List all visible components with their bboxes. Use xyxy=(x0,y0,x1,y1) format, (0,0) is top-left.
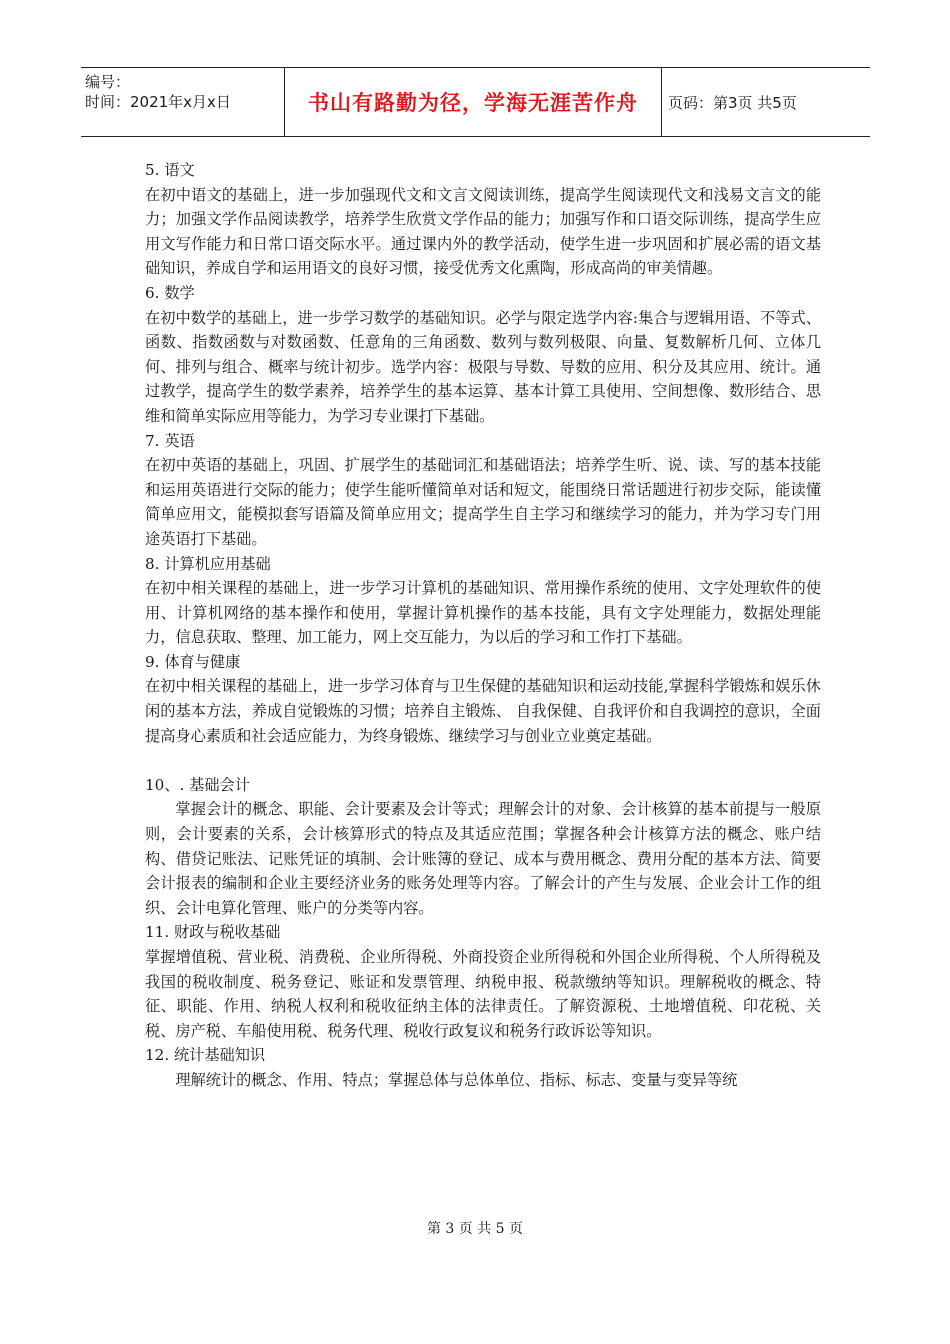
blank-line xyxy=(145,748,821,773)
section-title: 5. 语文 xyxy=(145,161,195,179)
section-title: 8. 计算机应用基础 xyxy=(145,554,271,573)
section-body: 掌握增值税、营业税、消费税、企业所得税、外商投资企业所得税和外国企业所得税、个人所得税及我国的税收制度、税务登记、账证和发票管理、纳税申报、税款缴纳等知识。理解税收的概念、特征、职能、作用、纳税人权利和税收征纳主体的法律责任。了解资源税、土地增值税、印花税、关税、房产税、车船使用税、税务代理、税收行政复议和税务行政诉讼等知识。 xyxy=(145,948,821,1040)
header-motto-cell xyxy=(284,68,662,136)
section-title: 9. 体育与健康 xyxy=(145,652,241,671)
section-title: 6. 数学 xyxy=(145,283,195,302)
date-line: 时间：2021年x月x日 xyxy=(85,93,231,111)
page-info: 页码：第3页 共5页 xyxy=(668,93,797,112)
section-body: 在初中数学的基础上，进一步学习数学的基础知识。必学与限定选学内容:集合与逻辑用语、不等式、函数、指数函数与对数函数、任意角的三角函数、数列与数列极限、向量、复数解析几何、立体几何、排列与组合、概率与统计初步。选学内容：极限与导数、导数的应用、积分及其应用、统计。通过教学，提高学生的数学素养，培养学生的基本运算、基本计算工具使用、空间想像、数形结合、思维和简单实际应用等能力，为学习专业课打下基础。 xyxy=(145,308,821,425)
section-body: 在初中英语的基础上，巩固、扩展学生的基础词汇和基础语法；培养学生听、说、读、写的基本技能和运用英语进行交际的能力；使学生能听懂简单对话和短文，能围绕日常话题进行初步交际，能读懂简单应用文，能模拟套写语篇及简单应用文；提高学生自主学习和继续学习的能力，并为学习专门用途英语打下基础。 xyxy=(145,456,821,548)
serial-label: 编号： xyxy=(85,73,131,91)
page-header xyxy=(81,67,870,137)
section-body: 在初中相关课程的基础上，进一步学习体育与卫生保健的基础知识和运动技能,掌握科学锻炼和娱乐休闲的基本方法，养成自觉锻炼的习惯；培养自主锻炼、 自我保健、自我评价和自我调控的意识，全面提高身心素质和社会适应能力，为终身锻炼、继续学习与创业立业奠定基础。 xyxy=(145,677,821,745)
section-body: 在初中语文的基础上，进一步加强现代文和文言文阅读训练，提高学生阅读现代文和浅易文言文的能力；加强文学作品阅读教学，培养学生欣赏文学作品的能力；加强写作和口语交际训练，提高学生应用文写作能力和日常口语交际水平。通过课内外的教学活动，使学生进一步巩固和扩展必需的语文基础知识，养成自学和运用语文的良好习惯，接受优秀文化熏陶，形成高尚的审美情趣。 xyxy=(145,185,821,278)
section-body: 理解统计的概念、作用、特点；掌握总体与总体单位、指标、标志、变量与变异等统 xyxy=(175,1070,738,1089)
document-body xyxy=(145,158,821,1093)
page-footer: 第 3 页 共 5 页 xyxy=(426,1221,524,1237)
section-body: 在初中相关课程的基础上，进一步学习计算机的基础知识、常用操作系统的使用、文字处理软件的使用、计算机网络的基本操作和使用，掌握计算机操作的基本技能，具有文字处理能力，数据处理能力，信息获取、整理、加工能力，网上交互能力，为以后的学习和工作打下基础。 xyxy=(145,579,821,647)
section-title: 7. 英语 xyxy=(145,431,195,450)
motto: 书山有路勤为径，学海无涯苦作舟 xyxy=(308,91,638,115)
section-body: 掌握会计的概念、职能、会计要素及会计等式；理解会计的对象、会计核算的基本前提与一般原则，会计要素的关系，会计核算形式的特点及其适应范围；掌握各种会计核算方法的概念、账户结构、借贷记账法、记账凭证的填制、会计账簿的登记、成本与费用概念、费用分配的基本方法、简要会计报表的编制和企业主要经济业务的账务处理等内容。了解会计的产生与发展、企业会计工作的组织、会计电算化管理、账户的分类等内容。 xyxy=(145,800,821,917)
section-title: 11. 财政与税收基础 xyxy=(145,923,281,942)
section-title: 12. 统计基础知识 xyxy=(145,1046,266,1065)
header-meta xyxy=(81,68,284,136)
section-title: 10、. 基础会计 xyxy=(145,775,250,794)
header-page-cell xyxy=(662,68,870,136)
